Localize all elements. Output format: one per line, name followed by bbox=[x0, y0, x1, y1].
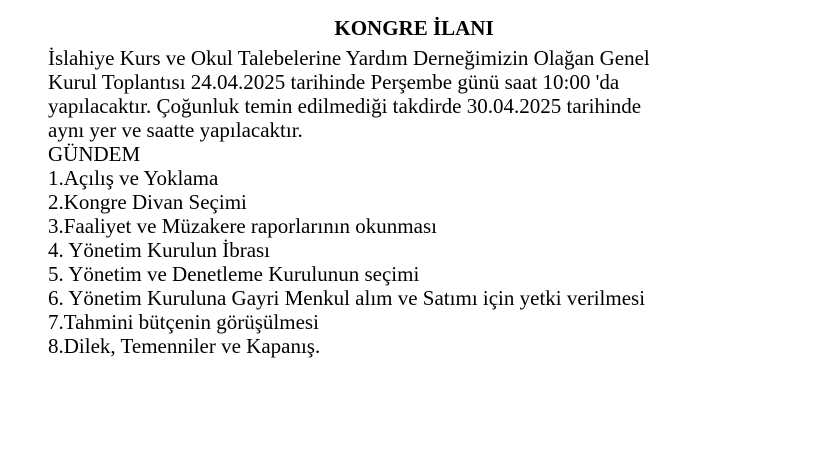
agenda-item: 4. Yönetim Kurulun İbrası bbox=[48, 238, 271, 262]
paragraph-line: aynı yer ve saatte yapılacaktır. bbox=[48, 118, 303, 142]
agenda-item: 2.Kongre Divan Seçimi bbox=[48, 190, 247, 214]
paragraph-line: yapılacaktır. Çoğunluk temin edilmediği takdirde 30.04.2025 tarihinde bbox=[48, 94, 642, 118]
paragraph-line: Kurul Toplantısı 24.04.2025 tarihinde Perşembe günü saat 10:00 'da bbox=[48, 70, 620, 94]
agenda-list bbox=[48, 166, 818, 358]
agenda-item: 1.Açılış ve Yoklama bbox=[48, 166, 219, 190]
agenda-item: 7.Tahmini bütçenin görüşülmesi bbox=[48, 310, 319, 334]
announcement-title: KONGRE İLANI bbox=[334, 16, 494, 40]
agenda-item: 3.Faaliyet ve Müzakere raporlarının okunması bbox=[48, 214, 437, 238]
agenda-item: 6. Yönetim Kuruluna Gayri Menkul alım ve Satımı için yetki verilmesi bbox=[48, 286, 646, 310]
agenda-heading: GÜNDEM bbox=[48, 142, 141, 166]
agenda-item: 8.Dilek, Temenniler ve Kapanış. bbox=[48, 334, 321, 358]
paragraph-line: İslahiye Kurs ve Okul Talebelerine Yardım Derneğimizin Olağan Genel bbox=[48, 46, 650, 70]
agenda-item: 5. Yönetim ve Denetleme Kurulunun seçimi bbox=[48, 262, 420, 286]
announcement-body bbox=[48, 46, 818, 358]
